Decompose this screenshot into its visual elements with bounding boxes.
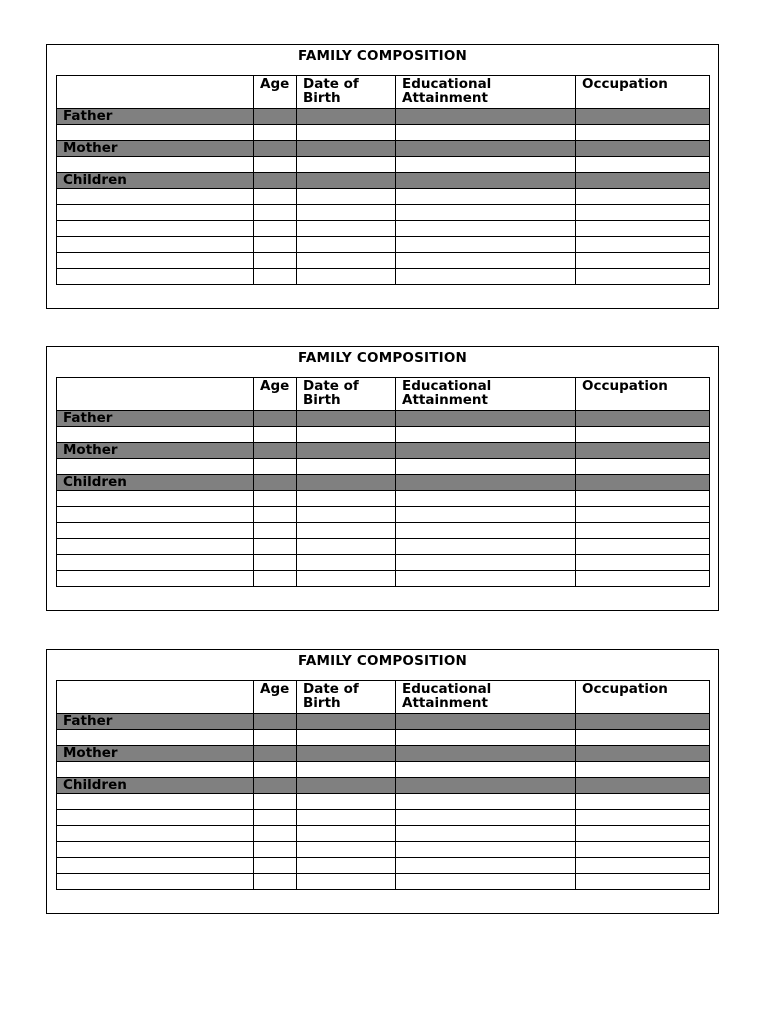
table-row-blank (57, 253, 710, 269)
table-row-blank (57, 826, 710, 842)
family-composition-table (56, 377, 710, 587)
entry-cell[interactable] (396, 205, 576, 221)
entry-cell[interactable] (576, 555, 710, 571)
table-header-row (57, 681, 710, 714)
form-title: FAMILY COMPOSITION (297, 653, 468, 669)
family-composition-form (46, 44, 719, 309)
occupation-column-header: Occupation (576, 378, 710, 411)
row-label (57, 221, 254, 237)
entry-cell[interactable] (576, 125, 710, 141)
row-label (57, 189, 254, 205)
age-column-header: Age (254, 76, 297, 109)
entry-cell[interactable] (297, 427, 396, 443)
table-row-blank (57, 874, 710, 890)
entry-cell[interactable] (396, 858, 576, 874)
entry-cell[interactable] (576, 523, 710, 539)
entry-cell[interactable] (297, 475, 396, 491)
table-row-mother (57, 141, 710, 157)
entry-cell[interactable] (297, 810, 396, 826)
row-label (57, 555, 254, 571)
entry-cell[interactable] (396, 237, 576, 253)
age-column-header: Age (254, 378, 297, 411)
entry-cell[interactable] (254, 125, 297, 141)
table-row-blank (57, 762, 710, 778)
entry-cell[interactable] (396, 746, 576, 762)
form-title: FAMILY COMPOSITION (297, 350, 468, 366)
row-label (57, 539, 254, 555)
entry-cell[interactable] (297, 221, 396, 237)
entry-cell[interactable] (254, 189, 297, 205)
entry-cell[interactable] (576, 269, 710, 285)
entry-cell[interactable] (396, 411, 576, 427)
entry-cell[interactable] (254, 427, 297, 443)
entry-cell[interactable] (396, 427, 576, 443)
entry-cell[interactable] (396, 810, 576, 826)
entry-cell[interactable] (297, 109, 396, 125)
table-row-blank (57, 189, 710, 205)
entry-cell[interactable] (254, 109, 297, 125)
entry-cell[interactable] (254, 778, 297, 794)
row-label (57, 427, 254, 443)
row-label (57, 810, 254, 826)
entry-cell[interactable] (576, 810, 710, 826)
table-row-blank (57, 555, 710, 571)
entry-cell[interactable] (396, 189, 576, 205)
entry-cell[interactable] (396, 539, 576, 555)
entry-cell[interactable] (254, 411, 297, 427)
table-row-blank (57, 125, 710, 141)
entry-cell[interactable] (576, 475, 710, 491)
entry-cell[interactable] (576, 237, 710, 253)
educational-attainment-column-header: Educational Attainment (396, 76, 576, 109)
occupation-column-header: Occupation (576, 76, 710, 109)
label-column-header (57, 681, 254, 714)
entry-cell[interactable] (576, 459, 710, 475)
row-label (57, 237, 254, 253)
entry-cell[interactable] (254, 714, 297, 730)
table-row-blank (57, 427, 710, 443)
occupation-column-header: Occupation (576, 681, 710, 714)
entry-cell[interactable] (297, 858, 396, 874)
entry-cell[interactable] (297, 746, 396, 762)
row-label (57, 253, 254, 269)
row-label (57, 205, 254, 221)
entry-cell[interactable] (254, 810, 297, 826)
entry-cell[interactable] (254, 746, 297, 762)
row-label: Mother (57, 141, 254, 157)
entry-cell[interactable] (576, 762, 710, 778)
entry-cell[interactable] (396, 443, 576, 459)
entry-cell[interactable] (396, 475, 576, 491)
row-label (57, 730, 254, 746)
entry-cell[interactable] (396, 762, 576, 778)
entry-cell[interactable] (576, 173, 710, 189)
entry-cell[interactable] (297, 794, 396, 810)
entry-cell[interactable] (576, 189, 710, 205)
row-label (57, 157, 254, 173)
row-label (57, 571, 254, 587)
entry-cell[interactable] (576, 491, 710, 507)
entry-cell[interactable] (297, 125, 396, 141)
entry-cell[interactable] (576, 571, 710, 587)
table-row-blank (57, 842, 710, 858)
form-title: FAMILY COMPOSITION (297, 48, 468, 64)
entry-cell[interactable] (297, 507, 396, 523)
educational-attainment-column-header: Educational Attainment (396, 681, 576, 714)
entry-cell[interactable] (396, 826, 576, 842)
row-label (57, 523, 254, 539)
entry-cell[interactable] (396, 571, 576, 587)
entry-cell[interactable] (576, 826, 710, 842)
entry-cell[interactable] (254, 491, 297, 507)
entry-cell[interactable] (297, 237, 396, 253)
entry-cell[interactable] (254, 523, 297, 539)
entry-cell[interactable] (297, 411, 396, 427)
entry-cell[interactable] (297, 523, 396, 539)
entry-cell[interactable] (297, 539, 396, 555)
entry-cell[interactable] (576, 730, 710, 746)
entry-cell[interactable] (396, 141, 576, 157)
entry-cell[interactable] (254, 507, 297, 523)
entry-cell[interactable] (297, 762, 396, 778)
entry-cell[interactable] (297, 571, 396, 587)
entry-cell[interactable] (297, 253, 396, 269)
table-row-blank (57, 810, 710, 826)
row-label: Father (57, 714, 254, 730)
entry-cell[interactable] (396, 459, 576, 475)
entry-cell[interactable] (396, 842, 576, 858)
entry-cell[interactable] (254, 794, 297, 810)
entry-cell[interactable] (396, 794, 576, 810)
entry-cell[interactable] (576, 842, 710, 858)
table-row-father (57, 714, 710, 730)
entry-cell[interactable] (254, 826, 297, 842)
entry-cell[interactable] (254, 443, 297, 459)
entry-cell[interactable] (254, 475, 297, 491)
table-row-blank (57, 269, 710, 285)
entry-cell[interactable] (576, 794, 710, 810)
entry-cell[interactable] (396, 491, 576, 507)
entry-cell[interactable] (297, 842, 396, 858)
entry-cell[interactable] (297, 874, 396, 890)
table-row-blank (57, 858, 710, 874)
table-row-blank (57, 459, 710, 475)
date-of-birth-column-header: Date of Birth (297, 76, 396, 109)
table-row-blank (57, 571, 710, 587)
entry-cell[interactable] (576, 157, 710, 173)
row-label: Mother (57, 746, 254, 762)
row-label (57, 459, 254, 475)
entry-cell[interactable] (297, 459, 396, 475)
entry-cell[interactable] (396, 253, 576, 269)
row-label (57, 874, 254, 890)
entry-cell[interactable] (576, 141, 710, 157)
table-row-blank (57, 237, 710, 253)
table-row-mother (57, 443, 710, 459)
entry-cell[interactable] (576, 746, 710, 762)
entry-cell[interactable] (396, 269, 576, 285)
entry-cell[interactable] (576, 874, 710, 890)
row-label: Father (57, 411, 254, 427)
table-row-blank (57, 507, 710, 523)
entry-cell[interactable] (254, 555, 297, 571)
entry-cell[interactable] (576, 507, 710, 523)
entry-cell[interactable] (396, 874, 576, 890)
row-label: Children (57, 173, 254, 189)
entry-cell[interactable] (254, 157, 297, 173)
entry-cell[interactable] (254, 858, 297, 874)
table-row-blank (57, 491, 710, 507)
entry-cell[interactable] (396, 125, 576, 141)
table-row-blank (57, 157, 710, 173)
table-row-blank (57, 205, 710, 221)
entry-cell[interactable] (396, 507, 576, 523)
entry-cell[interactable] (254, 842, 297, 858)
entry-cell[interactable] (396, 157, 576, 173)
entry-cell[interactable] (254, 539, 297, 555)
entry-cell[interactable] (297, 443, 396, 459)
row-label: Children (57, 778, 254, 794)
entry-cell[interactable] (396, 173, 576, 189)
row-label (57, 491, 254, 507)
entry-cell[interactable] (297, 173, 396, 189)
table-row-blank (57, 523, 710, 539)
entry-cell[interactable] (254, 459, 297, 475)
row-label (57, 269, 254, 285)
entry-cell[interactable] (396, 714, 576, 730)
entry-cell[interactable] (396, 555, 576, 571)
entry-cell[interactable] (254, 253, 297, 269)
entry-cell[interactable] (254, 221, 297, 237)
entry-cell[interactable] (576, 778, 710, 794)
entry-cell[interactable] (254, 141, 297, 157)
table-row-blank (57, 794, 710, 810)
table-header-row (57, 76, 710, 109)
entry-cell[interactable] (297, 157, 396, 173)
entry-cell[interactable] (297, 826, 396, 842)
table-header-row (57, 378, 710, 411)
entry-cell[interactable] (254, 269, 297, 285)
entry-cell[interactable] (576, 858, 710, 874)
row-label (57, 826, 254, 842)
table-row-children (57, 778, 710, 794)
entry-cell[interactable] (254, 762, 297, 778)
age-column-header: Age (254, 681, 297, 714)
row-label (57, 762, 254, 778)
entry-cell[interactable] (576, 714, 710, 730)
entry-cell[interactable] (576, 109, 710, 125)
row-label (57, 507, 254, 523)
entry-cell[interactable] (254, 730, 297, 746)
entry-cell[interactable] (297, 714, 396, 730)
table-row-father (57, 411, 710, 427)
table-row-father (57, 109, 710, 125)
entry-cell[interactable] (576, 539, 710, 555)
entry-cell[interactable] (576, 205, 710, 221)
educational-attainment-column-header: Educational Attainment (396, 378, 576, 411)
table-row-mother (57, 746, 710, 762)
row-label: Father (57, 109, 254, 125)
entry-cell[interactable] (254, 205, 297, 221)
entry-cell[interactable] (297, 491, 396, 507)
entry-cell[interactable] (576, 221, 710, 237)
entry-cell[interactable] (297, 141, 396, 157)
entry-cell[interactable] (396, 778, 576, 794)
family-composition-form (46, 649, 719, 914)
row-label (57, 794, 254, 810)
entry-cell[interactable] (396, 730, 576, 746)
entry-cell[interactable] (576, 411, 710, 427)
table-row-blank (57, 539, 710, 555)
entry-cell[interactable] (396, 523, 576, 539)
row-label (57, 125, 254, 141)
row-label: Mother (57, 443, 254, 459)
entry-cell[interactable] (254, 173, 297, 189)
entry-cell[interactable] (254, 874, 297, 890)
family-composition-table (56, 75, 710, 285)
entry-cell[interactable] (254, 571, 297, 587)
entry-cell[interactable] (576, 443, 710, 459)
label-column-header (57, 76, 254, 109)
entry-cell[interactable] (396, 109, 576, 125)
entry-cell[interactable] (297, 205, 396, 221)
family-composition-form (46, 346, 719, 611)
table-row-blank (57, 730, 710, 746)
entry-cell[interactable] (297, 778, 396, 794)
entry-cell[interactable] (297, 269, 396, 285)
entry-cell[interactable] (254, 237, 297, 253)
row-label (57, 858, 254, 874)
table-row-children (57, 173, 710, 189)
entry-cell[interactable] (576, 253, 710, 269)
row-label (57, 842, 254, 858)
entry-cell[interactable] (396, 221, 576, 237)
row-label: Children (57, 475, 254, 491)
table-row-children (57, 475, 710, 491)
entry-cell[interactable] (297, 555, 396, 571)
family-composition-table (56, 680, 710, 890)
entry-cell[interactable] (297, 189, 396, 205)
entry-cell[interactable] (297, 730, 396, 746)
entry-cell[interactable] (576, 427, 710, 443)
date-of-birth-column-header: Date of Birth (297, 681, 396, 714)
table-row-blank (57, 221, 710, 237)
label-column-header (57, 378, 254, 411)
date-of-birth-column-header: Date of Birth (297, 378, 396, 411)
